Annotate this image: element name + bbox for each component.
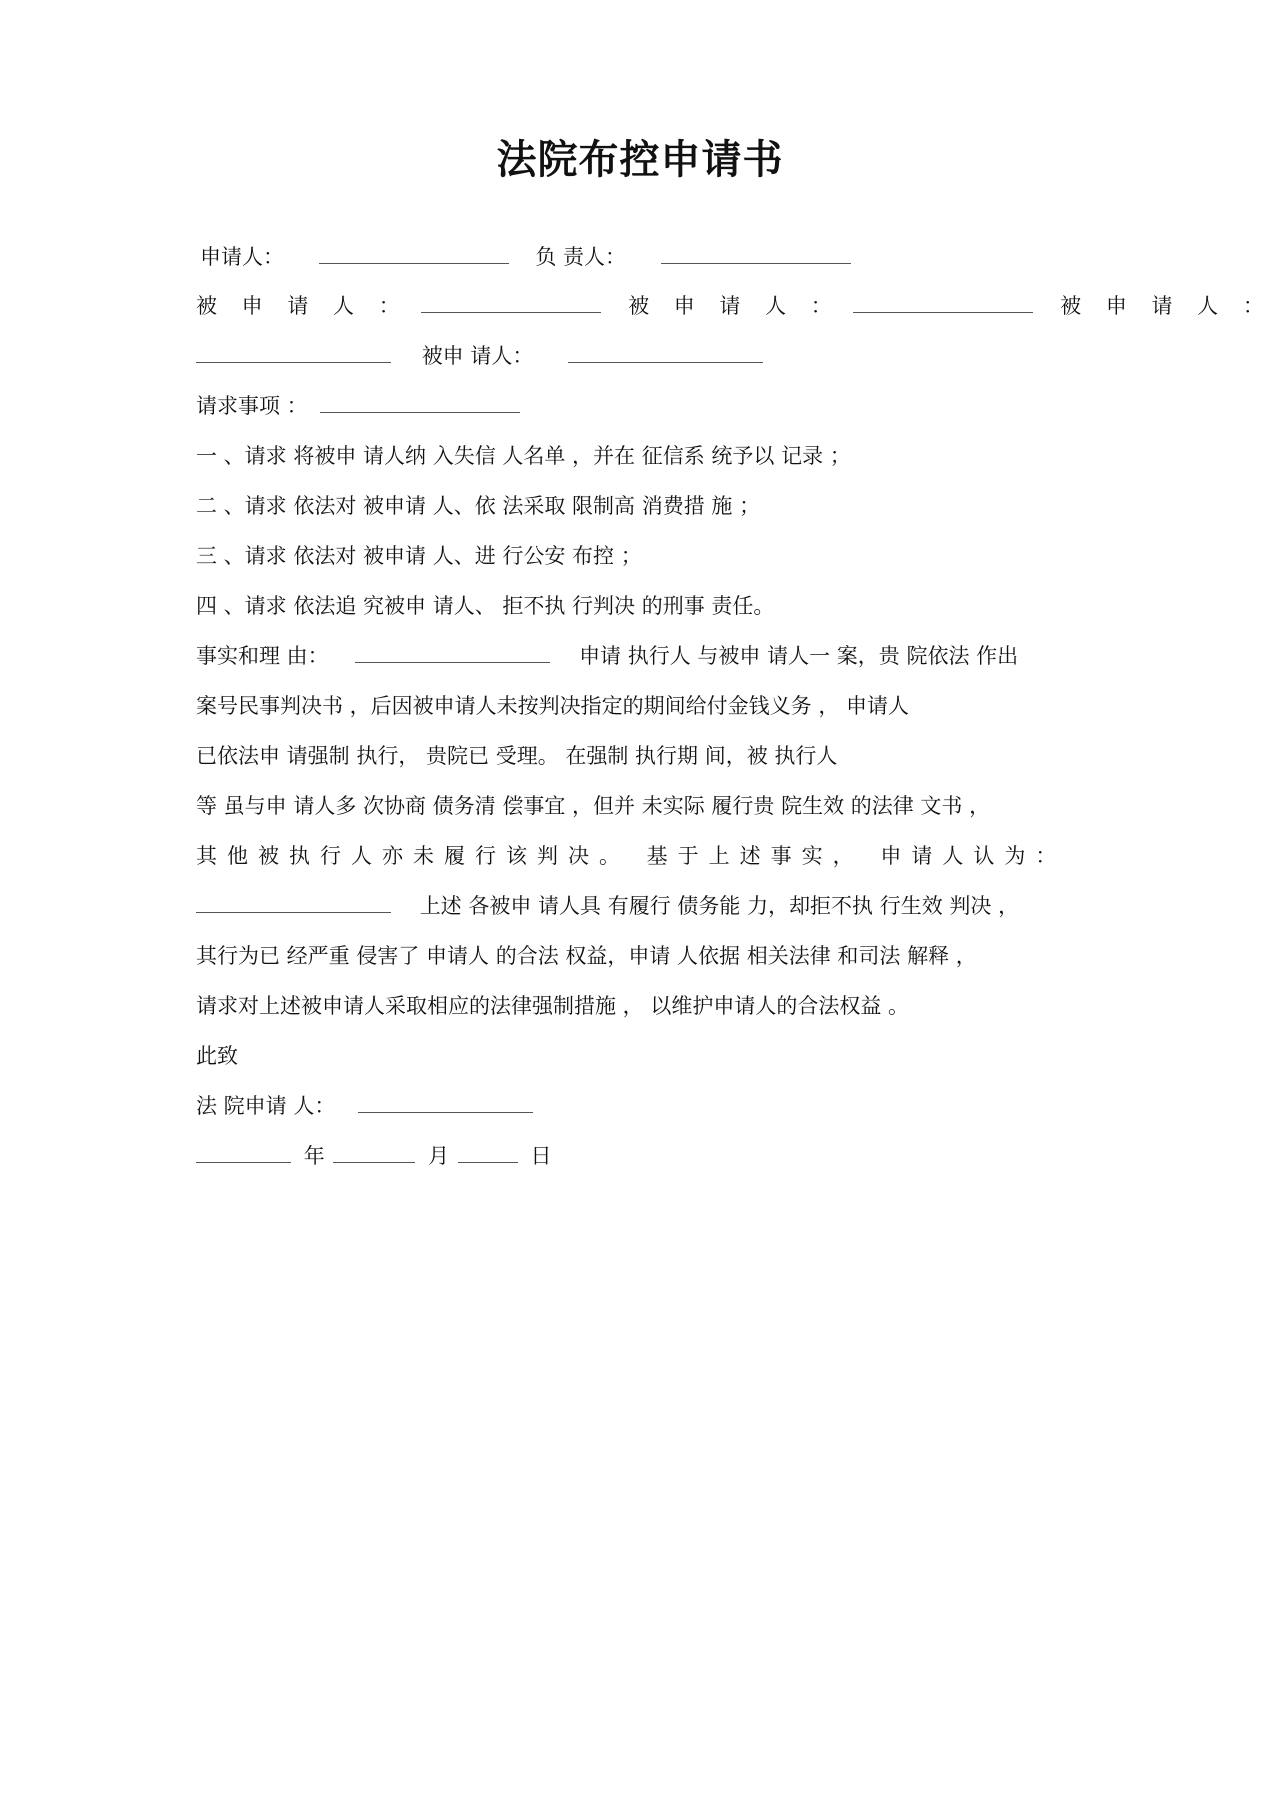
respondents-row-1: [196, 292, 1273, 320]
request-item-1: 一 、请求 将被申 请人纳 入失信 人名单 ，并在 征信系 统予以 记录 ；: [196, 444, 851, 468]
day-label: 日: [530, 1144, 552, 1168]
facts-line-6-text: 上述 各被申 请人具 有履行 债务能 力，却拒不执 行生效 判决 ，: [419, 894, 1020, 918]
facts-label: 事实和理 由：: [196, 644, 329, 668]
facts-line-5: 其他被执行人亦未履行该判决。 基于上述事实， 申请人认为：: [196, 844, 1067, 868]
respondent-blank-4[interactable]: [568, 342, 763, 363]
signature-label: 法 院申请 人：: [196, 1094, 336, 1118]
month-label: 月: [428, 1144, 450, 1168]
request-item-4: 四 、请求 依法追 究被申 请人、 拒不执 行判决 的刑事 责任。: [196, 594, 775, 618]
respondent-blank-1[interactable]: [421, 292, 601, 313]
request-blank[interactable]: [320, 392, 520, 413]
year-label: 年: [303, 1144, 325, 1168]
responsible-label: 负 责人：: [535, 245, 627, 269]
date-row: [196, 1142, 551, 1170]
opinion-blank[interactable]: [196, 892, 391, 913]
facts-blank[interactable]: [355, 642, 550, 663]
respondent-label-2: 被 申 请 人 ：: [628, 294, 841, 318]
respondents-row-2: [196, 342, 769, 370]
respondent-blank-2[interactable]: [853, 292, 1033, 313]
facts-line-1: [196, 642, 1018, 670]
signature-row: [196, 1092, 539, 1120]
request-item-3: 三 、请求 依法对 被申请 人、进 行公安 布控 ；: [196, 544, 642, 568]
facts-line-7: 其行为已 经严重 侵害了 申请人 的合法 权益，申请 人依据 相关法律 和司法 解释 ，: [196, 944, 977, 968]
facts-line-4: 等 虽与申 请人多 次协商 债务清 偿事宜 ，但并 未实际 履行贵 院生效 的法律 文书 ，: [196, 794, 991, 818]
request-label: 请求事项 ：: [196, 394, 308, 418]
document-title: 法院布控申请书: [496, 137, 784, 183]
year-blank[interactable]: [196, 1142, 291, 1163]
respondent-blank-3[interactable]: [196, 342, 391, 363]
request-item-2: 二 、请求 依法对 被申请 人、依 法采取 限制高 消费措 施 ；: [196, 494, 761, 518]
facts-line-3: 已依法申 请强制 执行， 贵院已 受理。 在强制 执行期 间，被 执行人: [196, 744, 838, 768]
respondent-label-3: 被 申 请 人 ：: [1060, 294, 1273, 318]
signature-blank[interactable]: [358, 1092, 533, 1113]
facts-line-6: [196, 892, 1019, 920]
facts-line-1-text: 申请 执行人 与被申 请人一 案，贵 院依法 作出: [579, 644, 1019, 668]
applicant-row: [200, 243, 857, 271]
respondent-label-1: 被 申 请 人 ：: [196, 294, 409, 318]
facts-line-8: 请求对上述被申请人采取相应的法律强制措施 ， 以维护申请人的合法权益 。: [196, 994, 910, 1018]
facts-line-2: 案号民事判决书 ，后因被申请人未按判决指定的期间给付金钱义务 ， 申请人: [196, 694, 910, 718]
day-blank[interactable]: [458, 1142, 518, 1163]
respondent-label-4: 被申 请人：: [421, 344, 534, 368]
responsible-blank[interactable]: [661, 243, 851, 264]
request-label-row: [196, 392, 526, 420]
applicant-label: 申请人：: [200, 245, 284, 269]
applicant-blank[interactable]: [319, 243, 509, 264]
salutation: 此致: [196, 1044, 238, 1068]
month-blank[interactable]: [333, 1142, 415, 1163]
